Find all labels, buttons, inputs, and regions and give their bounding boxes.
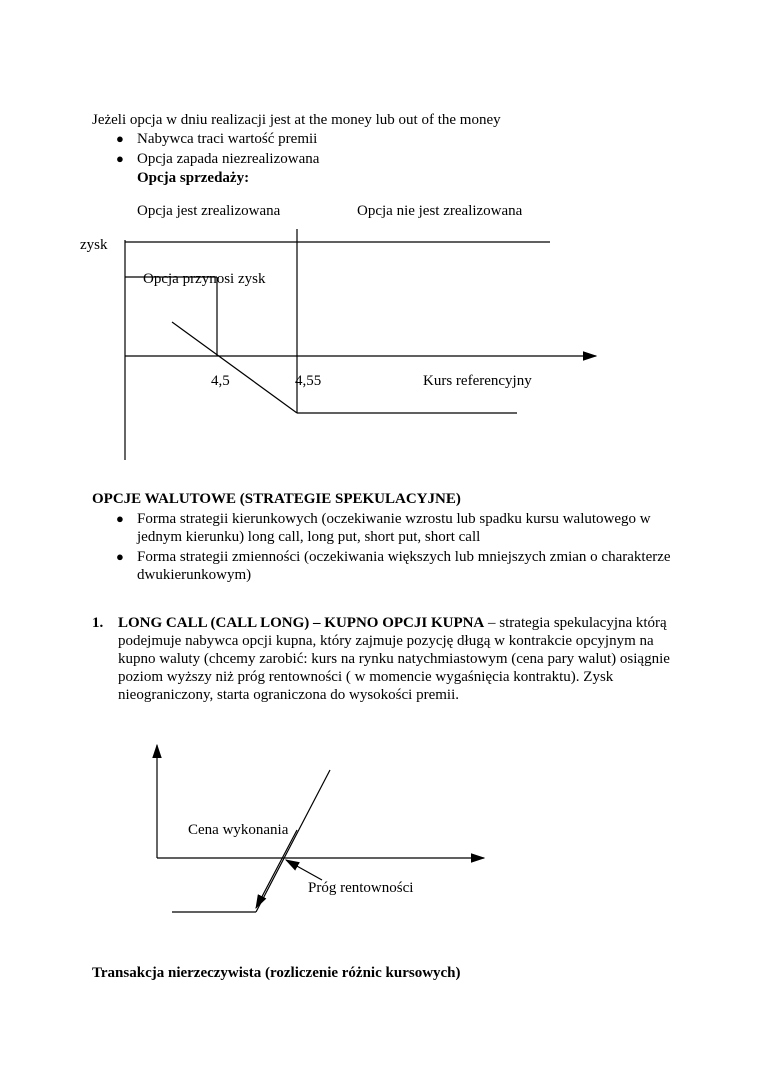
intro-line: Jeżeli opcja w dniu realizacji jest at the money lub out of the money — [92, 112, 501, 128]
put-tick-strike: 4,55 — [295, 373, 322, 389]
put-tick-breakeven: 4,5 — [211, 373, 230, 389]
fx-options-bullet-text: Forma strategii kierunkowych (oczekiwanie wzrostu lub spadku kursu walutowego w jednym kierunku) long call, long put, short put, short call — [137, 511, 651, 545]
long-call-paragraph — [118, 614, 678, 704]
put-payoff-slope — [172, 322, 297, 413]
put-label-profit-axis: zysk — [80, 237, 108, 253]
footer-heading: Transakcja nierzeczywista (rozliczenie różnic kursowych) — [92, 965, 461, 981]
fx-options-bullet-text: Forma strategii zmienności (oczekiwania większych lub mniejszych zmian o charakterze dwukierunkowym) — [137, 549, 671, 583]
fx-options-bullet-1 — [116, 510, 677, 546]
long-call-description: – strategia spekulacyjna którą podejmuje nabywca opcji kupna, który zajmuje pozycję długą w kontrakcie opcyjnym na kupno waluty (chcemy zarobić: kurs na rynku natychmiastowym (cena pary walut) osiągnie poziom wyższy niż próg rentowności ( w momencie wygaśnięcia kontraktu). Zysk nieograniczony, starta ograniczona do wysokości premii. — [118, 615, 670, 703]
call-label-breakeven: Próg rentowności — [308, 880, 414, 896]
put-label-realized: Opcja jest zrealizowana — [137, 203, 281, 219]
call-strike-pointer — [256, 830, 297, 908]
put-subheading: Opcja sprzedaży: — [137, 170, 250, 186]
intro-bullet-text: Nabywca traci wartość premii — [137, 131, 318, 147]
fx-options-bullet-2 — [116, 548, 677, 584]
put-label-profit-zone: Opcja przynosi zysk — [143, 271, 266, 287]
put-label-x-axis: Kurs referencyjny — [423, 373, 532, 389]
bullet-icon: ● — [116, 131, 124, 146]
call-label-strike: Cena wykonania — [188, 822, 289, 838]
long-call-title: LONG CALL (CALL LONG) – KUPNO OPCJI KUPNA — [118, 615, 485, 631]
call-breakeven-pointer — [286, 860, 322, 880]
fx-options-heading: OPCJE WALUTOWE (STRATEGIE SPEKULACYJNE) — [92, 491, 461, 507]
intro-bullet-text: Opcja zapada niezrealizowana — [137, 151, 320, 167]
put-label-not-realized: Opcja nie jest zrealizowana — [357, 203, 523, 219]
bullet-icon: ● — [116, 511, 124, 526]
long-call-number: 1. — [92, 615, 104, 631]
bullet-icon: ● — [116, 151, 124, 166]
bullet-icon: ● — [116, 549, 124, 564]
